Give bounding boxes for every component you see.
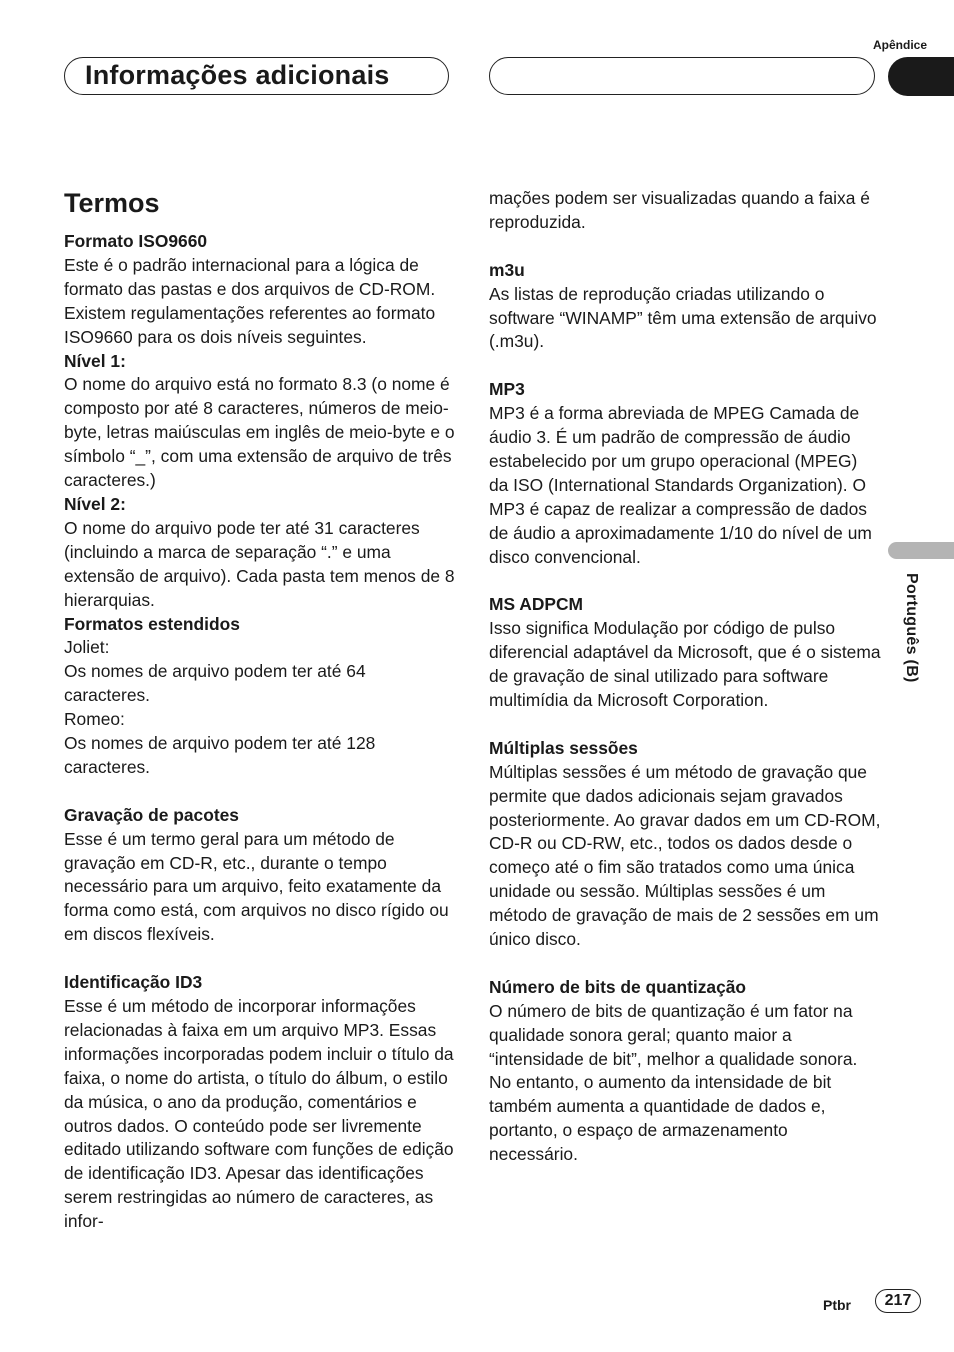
paragraph-gap [489,569,881,593]
language-tab-marker [888,542,954,559]
paragraph-gap [489,354,881,378]
term-heading: MP3 [489,379,525,400]
appendix-label: Apêndice [872,38,927,52]
body-text: mações podem ser visualizadas quando a faixa é reproduzida. [489,188,870,232]
term-heading: Nível 1: [64,350,126,371]
term-heading: MS ADPCM [489,594,584,615]
right-column-body [489,187,881,1167]
right-column [489,187,881,1167]
left-column-body [64,230,456,1234]
term-heading: Formatos estendidos [64,613,240,634]
left-column [64,187,456,1234]
paragraph-gap [64,780,456,804]
chapter-header [64,57,449,95]
language-label: Português (B) [903,573,920,683]
body-text: Os nomes de arquivo podem ter até 64 caracteres. [64,661,366,706]
body-text: Os nomes de arquivo podem ter até 128 caracteres. [64,733,376,777]
header-tab-marker [888,57,954,96]
paragraph-gap [489,713,881,737]
paragraph-gap [64,947,456,971]
body-text: Esse é um termo geral para um método de gravação em CD-R, etc., durante o tempo necessário para um arquivo, feito exatamente da forma como está, com arquivos no disco rígido ou em discos flexíveis. [64,828,449,945]
body-text: As listas de reprodução criadas utilizando o software “WINAMP” têm uma extensão de arquivo (.m3u). [489,283,877,352]
paragraph-gap [489,235,881,259]
term-heading: Nível 2: [64,493,126,514]
term-heading: Gravação de pacotes [64,804,239,825]
body-text: O nome do arquivo está no formato 8.3 (o nome é composto por até 8 caracteres, números de meio-byte, letras maiúsculas em inglês de meio-byte e o símbolo “_”, com uma extensão de arquivo de três caracteres.) [64,374,455,491]
term-heading: Número de bits de quantização [489,976,747,997]
body-text: O número de bits de quantização é um fator na qualidade sonora geral; quanto maior a “intensidade de bit”, melhor a qualidade sonora. No entanto, o aumento da intensidade de bit também aumenta a quantidade de dados e, portanto, o espaço de armazenamento necessário. [489,1000,858,1165]
body-text: Esse é um método de incorporar informações relacionadas à faixa em um arquivo MP3. Essas informações incorporadas podem incluir o título da faixa, o nome do artista, o título do álbum, o estilo da música, o ano da produção, comentários e outros dados. O conteúdo pode ser livremente editado utilizando software com funções de edição de identificação ID3. Apesar das identificações serem restringidas ao número de caracteres, as infor- [64,995,454,1232]
term-heading: Identificação ID3 [64,972,203,993]
body-text: Joliet: [64,637,110,658]
body-text: MP3 é a forma abreviada de MPEG Camada de áudio 3. É um padrão de compressão de áudio estabelecido por um grupo operacional (MPEG) da ISO (International Standards Organization). O MP3 é capaz de realizar a compressão de dados de áudio a aproximadamente 1/10 do nível de um disco convencional. [489,403,872,567]
header-blank-box [489,57,875,95]
body-text: Este é o padrão internacional para a lógica de formato das pastas e dos arquivos de CD-ROM. Existem regulamentações referentes ao formato ISO9660 para os dois níveis seguintes. [64,254,436,347]
page-number: 217 [875,1289,921,1313]
language-code: Ptbr [823,1297,851,1313]
chapter-title: Informações adicionais [85,60,390,90]
section-title: Termos [64,188,160,218]
term-heading: m3u [489,259,525,280]
term-heading: Formato ISO9660 [64,231,208,251]
body-text: Múltiplas sessões é um método de gravação que permite que dados adicionais sejam gravados posteriormente. Ao gravar dados em um CD-ROM, CD-R ou CD-RW, etc., todos os dados desde o começo até o fim são tratados como uma única unidade ou sessão. Múltiplas sessões é um método de gravação de mais de 2 sessões em um único disco. [489,761,881,950]
body-text: O nome do arquivo pode ter até 31 caracteres (incluindo a marca de separação “.” e uma extensão de arquivo). Cada pasta tem menos de 8 hierarquias. [64,517,455,610]
body-text: Romeo: [64,709,125,730]
body-text: Isso significa Modulação por código de pulso diferencial adaptável da Microsoft, que é o sistema de gravação de sinal utilizado para software multimídia da Microsoft Corporation. [489,618,881,710]
paragraph-gap [489,952,881,976]
term-heading: Múltiplas sessões [489,737,638,758]
